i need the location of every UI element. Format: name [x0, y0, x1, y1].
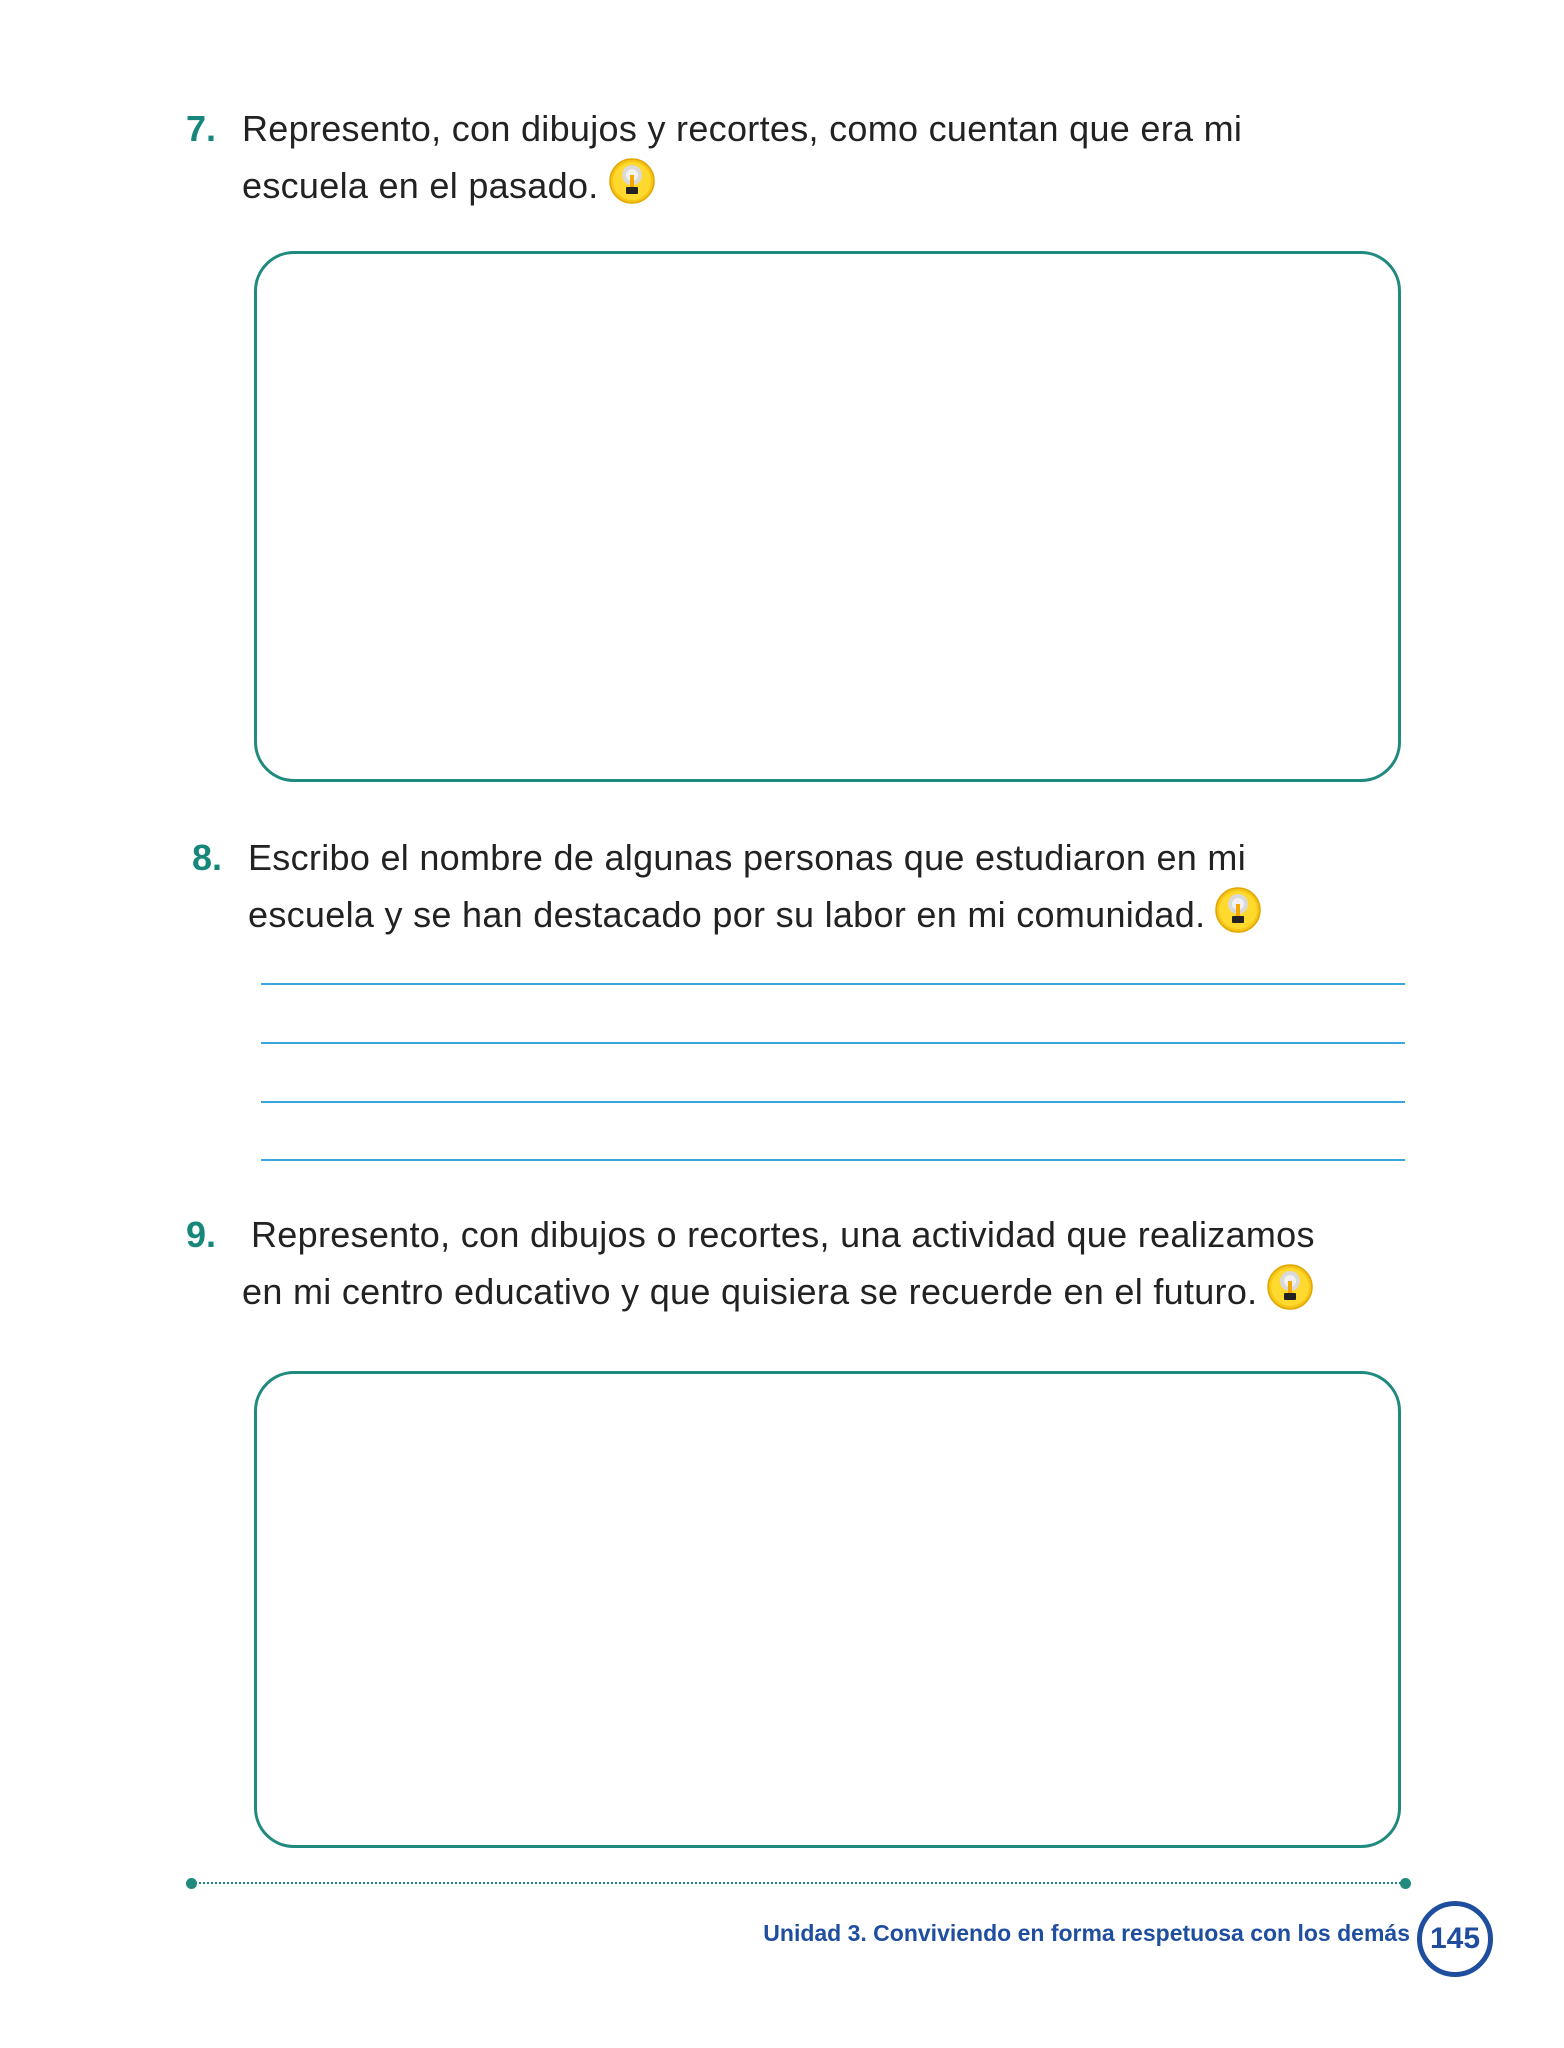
- question-8-text: [248, 829, 1261, 943]
- lightbulb-icon: [609, 158, 655, 204]
- lightbulb-icon: [1267, 1264, 1313, 1310]
- question-8-line1: Escribo el nombre de algunas personas que estudiaron en mi: [248, 837, 1246, 878]
- question-9-line2: en mi centro educativo y que quisiera se recuerde en el futuro.: [242, 1263, 1315, 1320]
- question-7-number: 7.: [186, 108, 217, 149]
- question-9-text: [242, 1206, 1315, 1320]
- writing-line[interactable]: [261, 1159, 1405, 1161]
- question-7-text: [242, 100, 1242, 214]
- page-number: 145: [1417, 1901, 1493, 1977]
- question-9-line1: Represento, con dibujos o recortes, una actividad que realizamos: [251, 1214, 1315, 1255]
- writing-line[interactable]: [261, 1042, 1405, 1044]
- question-7-line1: Represento, con dibujos y recortes, como cuentan que era mi: [242, 108, 1243, 149]
- divider-dot: [1400, 1878, 1411, 1889]
- drawing-area-9[interactable]: [254, 1371, 1401, 1848]
- unit-title: Unidad 3. Conviviendo en forma respetuosa con los demás: [763, 1920, 1410, 1946]
- question-8-number: 8.: [192, 837, 223, 878]
- question-8-line2: escuela y se han destacado por su labor en mi comunidad.: [248, 886, 1261, 943]
- question-7-line2: escuela en el pasado.: [242, 157, 1242, 214]
- question-9-number: 9.: [186, 1214, 217, 1255]
- footer-divider: [191, 1882, 1405, 1884]
- divider-dot: [186, 1878, 197, 1889]
- writing-line[interactable]: [261, 1101, 1405, 1103]
- lightbulb-icon: [1215, 887, 1261, 933]
- drawing-area-7[interactable]: [254, 251, 1401, 782]
- writing-line[interactable]: [261, 983, 1405, 985]
